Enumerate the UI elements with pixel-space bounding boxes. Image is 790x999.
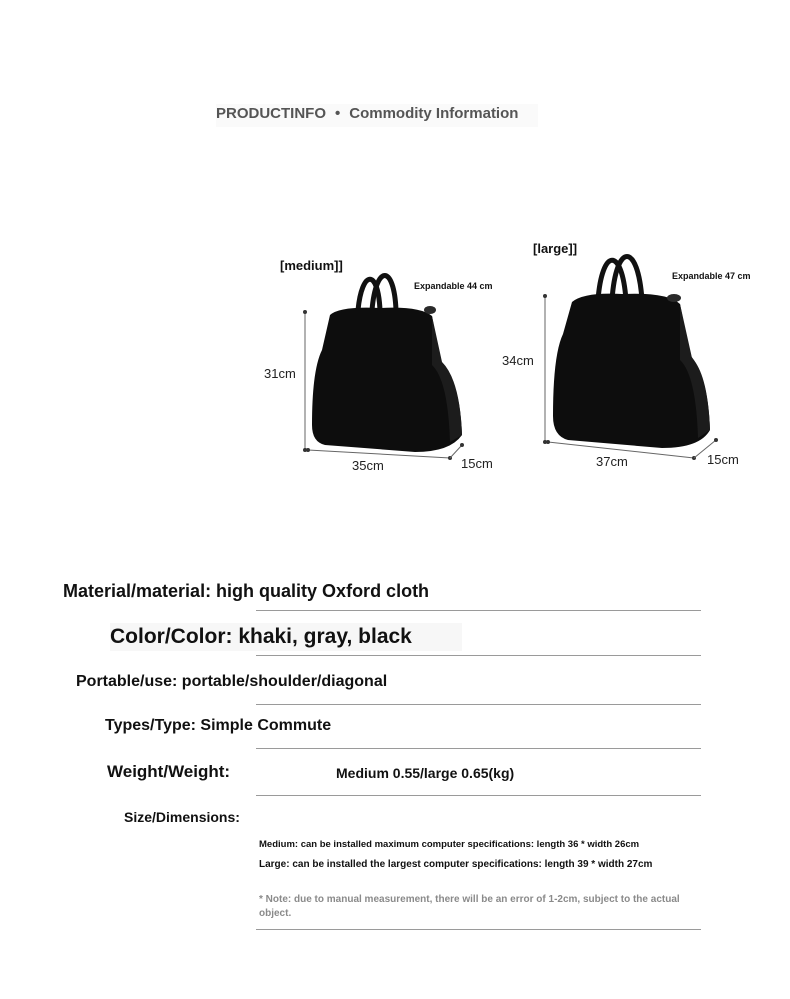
weight-label: Weight/Weight: xyxy=(107,762,231,781)
medium-expandable-label: Expandable 44 cm xyxy=(414,281,493,291)
color-spec: Color/Color: khaki, gray, black xyxy=(110,623,462,651)
medium-size-label: [medium]] xyxy=(280,258,343,273)
medium-bag-image xyxy=(312,276,462,453)
header-left: PRODUCTINFO xyxy=(216,105,326,122)
divider xyxy=(256,795,701,796)
large-height-label: 34cm xyxy=(502,353,534,368)
divider xyxy=(256,655,701,656)
divider xyxy=(256,748,701,749)
weight-value: Medium 0.55/large 0.65(kg) xyxy=(336,765,515,781)
large-bag-image xyxy=(553,257,710,449)
divider xyxy=(256,704,701,705)
size-label: Size/Dimensions: xyxy=(124,809,240,825)
medium-depth-label: 15cm xyxy=(461,456,493,471)
measurement-note: * Note: due to manual measurement, there will be an error of 1-2cm, subject to the actual object. xyxy=(259,894,680,919)
use-spec: Portable/use: portable/shoulder/diagonal xyxy=(76,673,388,690)
medium-height-label: 31cm xyxy=(264,366,296,381)
large-depth-label: 15cm xyxy=(707,452,739,467)
large-expandable-label: Expandable 47 cm xyxy=(672,271,751,281)
section-header xyxy=(216,104,538,127)
header-right: Commodity Information xyxy=(349,105,519,122)
size-medium-spec: Medium: can be installed maximum computer specifications: length 36 * width 26cm xyxy=(259,839,640,850)
header-separator: • xyxy=(335,105,341,122)
large-width-label: 37cm xyxy=(596,454,628,469)
type-spec: Types/Type: Simple Commute xyxy=(105,717,332,734)
divider xyxy=(256,929,701,930)
large-size-label: [large]] xyxy=(533,241,578,256)
material-spec: Material/material: high quality Oxford cloth xyxy=(63,581,430,601)
divider xyxy=(256,610,701,611)
size-large-spec: Large: can be installed the largest computer specifications: length 39 * width 27cm xyxy=(259,859,653,870)
medium-width-label: 35cm xyxy=(352,458,384,473)
